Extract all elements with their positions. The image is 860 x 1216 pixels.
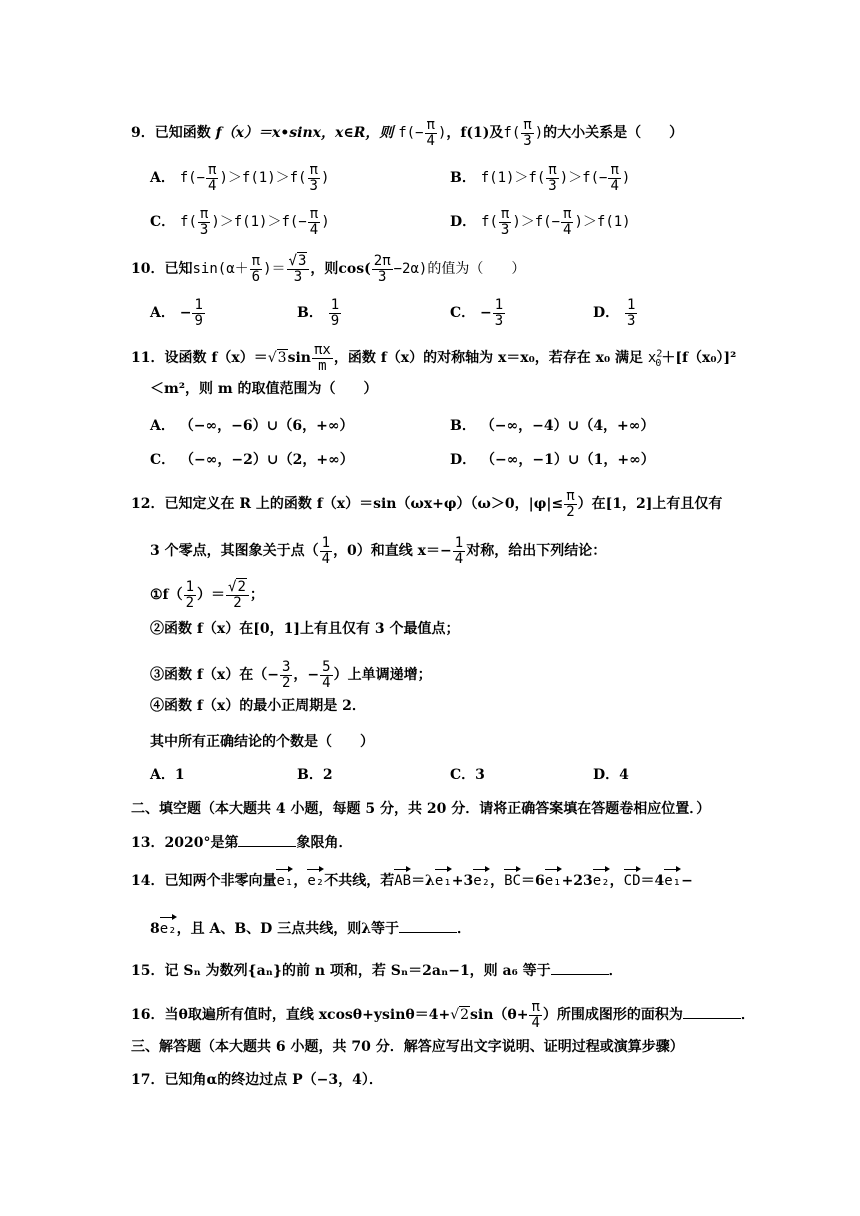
q12-stem-line2: 3 个零点，其图象关于点（ $\frac{1}{4}$ ，0）和直线 x＝− $\frac{1}{4}$ 对称，给出下列结论：: [150, 535, 607, 567]
section-3-heading: 三、解答题（本大题共 6 小题，共 70 分．解答应写出文字说明、证明过程或演算步骤）: [131, 1039, 684, 1055]
q10-stem: 10．已知sin(α＋ $\frac{\pi}{6}$ )＝ $\frac{√3}{3}$ ，则cos( $\frac{2\pi}{3}$ −2α)的值为（ ）: [131, 253, 526, 285]
q14-answer-blank[interactable]: [399, 920, 457, 933]
q10-option-d: D． $\frac{1}{3}$: [593, 297, 636, 329]
section-2-heading: 二、填空题（本大题共 4 小题，每题 5 分，共 20 分．请将正确答案填在答题卷相应位置．）: [131, 801, 711, 817]
q12-ask: 其中所有正确结论的个数是（ ）: [150, 734, 374, 750]
q10-option-a: A． − $\frac{1}{9}$: [150, 297, 203, 329]
q15-answer-blank[interactable]: [551, 962, 609, 975]
q13: 13．2020°是第 象限角．: [131, 835, 353, 851]
q11-stem: 11．设函数 f（x）＝√3sin $\frac{\pi x}{m}$ ，函数 f（x）的对称轴为 x＝x₀，若存在 x₀ 满足 $x^2_0+[f(x_0)]^2$: [131, 342, 737, 374]
q12-conclusion-4: ④函数 f（x）的最小正周期是 2．: [150, 698, 366, 714]
q9-option-d: D． f( $\frac{\pi}{3}$ )＞f(− $\frac{\pi}{4}$ )＞f(1): [450, 206, 631, 238]
q11-option-d: D． （−∞，−1）∪（1，+∞）: [450, 452, 655, 468]
q9-option-a: A． f(− $\frac{\pi}{4}$ )＞f(1)＞f( $\frac{\pi}{3}$ ): [150, 162, 330, 194]
q11-option-c: C． （−∞，−2）∪（2，+∞）: [150, 452, 354, 468]
q16-answer-blank[interactable]: [683, 1006, 741, 1019]
q10-option-b: B． $\frac{1}{9}$: [297, 297, 340, 329]
q12-option-c: C．3: [450, 767, 485, 783]
q9-option-b: B． f(1)＞f( $\frac{\pi}{3}$ )＞f(− $\frac{\pi}{4}$ ): [450, 162, 631, 194]
q14-line2: 8e₂，且 A、B、D 三点共线，则λ等于 ．: [150, 916, 471, 936]
q17: 17．已知角α的终边过点 P（−3，4）．: [131, 1072, 383, 1088]
q14: 14．已知两个非零向量e₁，e₂不共线，若AB＝λe₁+3e₂，BC＝6e₁+23e₂，CD＝4e₁−: [131, 868, 693, 888]
q12-option-b: B．2: [297, 767, 333, 783]
q11-option-a: A． （−∞，−6）∪（6，+∞）: [150, 418, 354, 434]
q13-answer-blank[interactable]: [238, 834, 296, 847]
q12-option-a: A．1: [150, 767, 185, 783]
q9-stem: 9．已知函数 f（x）＝x•sinx，x∈R，则 f(− $\frac{\pi}{4}$ )，f(1)及f( $\frac{\pi}{3}$ )的大小关系是（ ）: [131, 117, 684, 149]
q12-stem: 12．已知定义在 R 上的函数 f（x）＝sin（ωx+φ）（ω＞0，|φ|≤ $\frac{\pi}{2}$ ）在[1，2]上有且仅有: [131, 488, 723, 520]
q12-conclusion-1: ①f（ $\frac{1}{2}$ ）＝ $\frac{√2}{2}$ ；: [150, 579, 264, 611]
q11-stem-line2: ＜m²，则 m 的取值范围为（ ）: [150, 381, 378, 397]
q16: 16．当θ取遍所有值时，直线 xcosθ+ysinθ＝4+√2sin（θ+ $\frac{\pi}{4}$ ）所围成图形的面积为 ．: [131, 999, 755, 1031]
q12-conclusion-3: ③函数 f（x）在（− $\frac{3}{2}$ ，− $\frac{5}{4}$ ）上单调递增；: [150, 659, 432, 691]
q12-option-d: D．4: [593, 767, 629, 783]
q15: 15．记 Sₙ 为数列{aₙ}的前 n 项和，若 Sₙ＝2aₙ−1，则 a₆ 等于 ．: [131, 963, 623, 979]
q12-conclusion-2: ②函数 f（x）在[0，1]上有且仅有 3 个最值点；: [150, 621, 460, 637]
q11-option-b: B． （−∞，−4）∪（4，+∞）: [450, 418, 655, 434]
q9-option-c: C． f( $\frac{\pi}{3}$ )＞f(1)＞f(− $\frac{\pi}{4}$ ): [150, 206, 330, 238]
q10-option-c: C． − $\frac{1}{3}$: [450, 297, 504, 329]
